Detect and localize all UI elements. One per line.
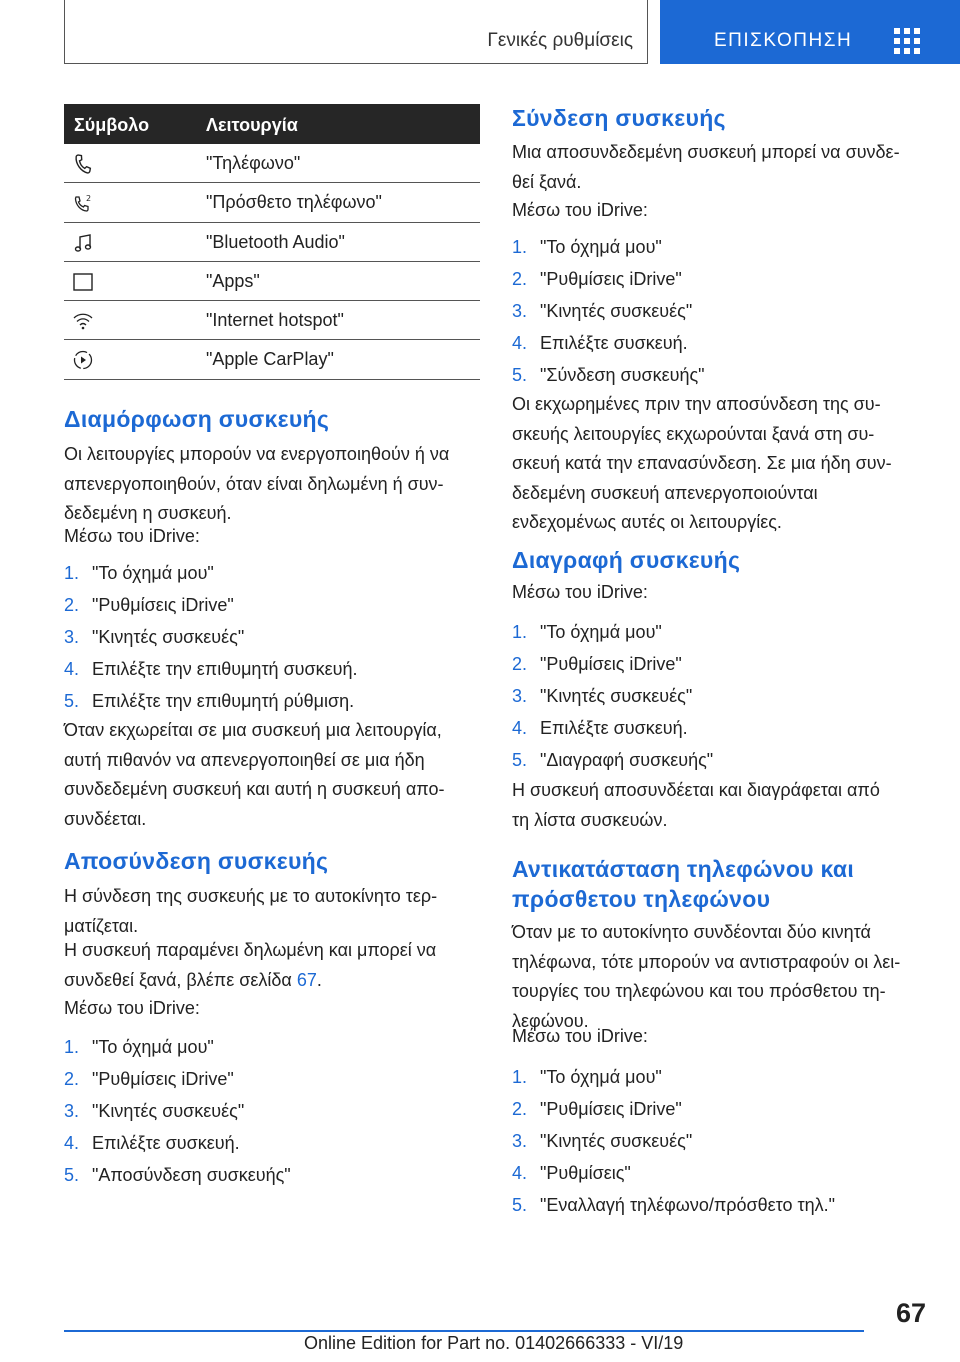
disconnect-via: Μέσω του iDrive: — [64, 998, 200, 1018]
function-label: "Internet hotspot" — [206, 310, 344, 331]
heading-configure-device: Διαμόρφωση συσκευής — [64, 406, 330, 432]
header-chapter-tab[interactable] — [660, 0, 960, 64]
swap-via: Μέσω του iDrive: — [512, 1026, 648, 1046]
connect-note: Οι εκχωρημένες πριν την αποσύνδεση της συ- σκευής λειτουργίες εκχωρούνται ξανά στη συ- σκευή κατά την επανασύνδεση. Σε μια ήδη συν- δεδεμένη συσκευή απενεργοποιούνται ενδεχομένως αυτές οι λειτουργίες. — [512, 394, 892, 532]
page-number: 67 — [896, 1298, 927, 1328]
table-row — [64, 262, 480, 301]
apps-icon — [72, 271, 94, 293]
function-label: "Πρόσθετο τηλέφωνο" — [206, 192, 382, 213]
header-section-title: Γενικές ρυθμίσεις — [487, 30, 633, 51]
phone-icon — [72, 153, 94, 175]
column-header-symbol: Σύμβολο — [74, 115, 150, 135]
function-label: "Τηλέφωνο" — [206, 153, 301, 173]
swap-intro: Όταν με το αυτοκίνητο συνδέονται δύο κινητά τηλέφωνα, τότε μπορούν να αντιστραφούν οι λει- τουργίες του τηλεφώνου και του πρόσθετου τη- λεφώνου. — [512, 922, 901, 1031]
delete-note: Η συσκευή αποσυνδέεται και διαγράφεται από τη λίστα συσκευών. — [512, 780, 880, 830]
carplay-icon — [72, 349, 94, 371]
wifi-icon — [72, 310, 94, 332]
music-note-icon — [72, 232, 94, 254]
column-header-function: Λειτουργία — [206, 115, 298, 135]
delete-via: Μέσω του iDrive: — [512, 582, 648, 602]
function-label: "Apple CarPlay" — [206, 349, 334, 370]
connect-via: Μέσω του iDrive: — [512, 200, 648, 220]
table-row — [64, 301, 480, 340]
table-header — [64, 104, 480, 144]
heading-swap-phones: Αντικατάσταση τηλεφώνου και πρόσθετου τηλεφώνου — [512, 856, 855, 912]
symbol-table — [64, 104, 480, 380]
table-row — [64, 223, 480, 262]
table-row — [64, 340, 480, 379]
configure-via: Μέσω του iDrive: — [64, 526, 200, 546]
table-row — [64, 144, 480, 183]
disconnect-note: Η συσκευή παραμένει δηλωμένη και μπορεί να συνδεθεί ξανά, βλέπε σελίδα 67. — [64, 940, 437, 990]
disconnect-intro: Η σύνδεση της συσκευής με το αυτοκίνητο τερ- ματίζεται. — [64, 886, 438, 936]
connect-intro: Μια αποσυνδεδεμένη συσκευή μπορεί να συνδε- θεί ξανά. — [512, 142, 900, 192]
configure-note: Όταν εκχωρείται σε μια συσκευή μια λειτουργία, αυτή πιθανόν να απενεργοποιηθεί σε μια ήδη συνδεδεμένη συσκευή και αυτή η συσκευή απο- συνδέεται. — [64, 720, 445, 829]
function-label: "Apps" — [206, 270, 260, 291]
second-phone-icon — [72, 192, 94, 214]
footer-divider — [64, 1330, 864, 1332]
heading-disconnect-device: Αποσύνδεση συσκευής — [64, 848, 329, 874]
heading-delete-device: Διαγραφή συσκευής — [512, 547, 741, 573]
page-reference-link[interactable]: 67 — [296, 969, 317, 990]
table-row — [64, 183, 480, 222]
grid-menu-icon[interactable] — [894, 28, 920, 54]
svg-text:2: 2 — [86, 194, 92, 204]
header-section-box — [64, 0, 648, 64]
footer-edition: Online Edition for Part no. 01402666333 - VI/19 — [304, 1333, 684, 1353]
header-chapter-title: ΕΠΙΣΚΟΠΗΣΗ — [714, 30, 853, 51]
function-label: "Bluetooth Audio" — [206, 231, 345, 252]
configure-intro: Οι λειτουργίες μπορούν να ενεργοποιηθούν ή να απενεργοποιηθούν, όταν είναι δηλωμένη ή συν- δεδεμένη η συσκευή. — [64, 444, 450, 523]
heading-connect-device: Σύνδεση συσκευής — [512, 105, 726, 131]
